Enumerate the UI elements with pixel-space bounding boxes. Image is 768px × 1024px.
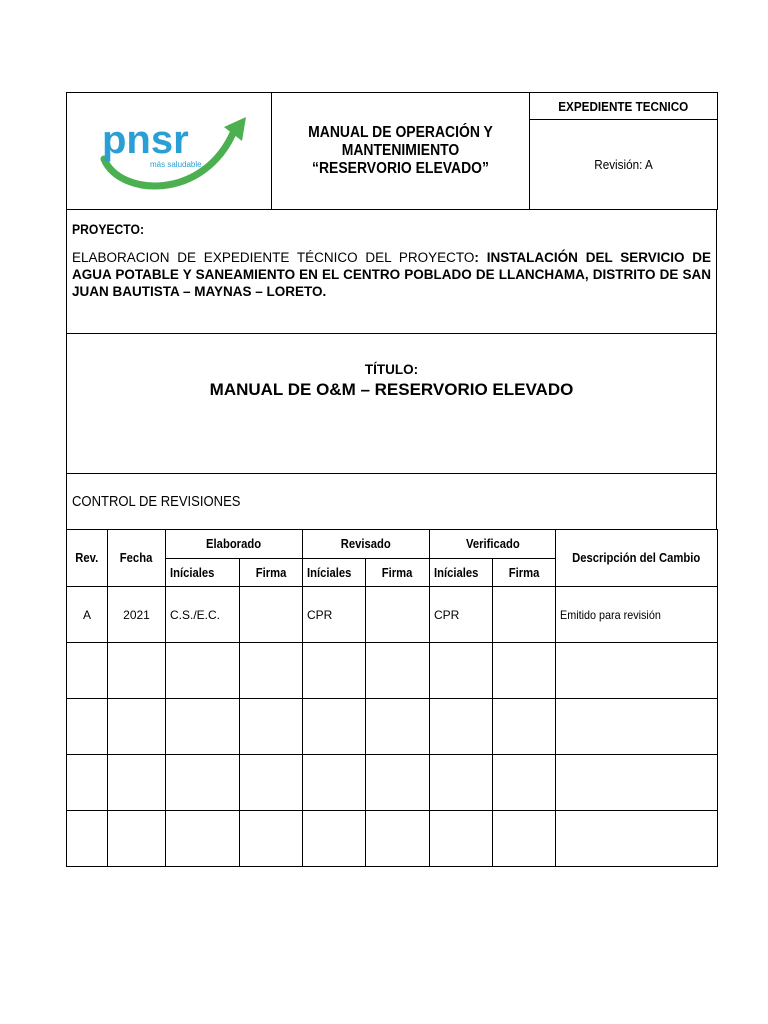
titulo-section — [67, 334, 717, 474]
cell-revisado-iniciales — [303, 811, 366, 867]
document-title-cell — [272, 93, 530, 210]
cell-revisado-firma — [366, 587, 430, 643]
subheader-verificado-iniciales: Iníciales — [430, 559, 493, 587]
cell-rev — [67, 755, 108, 811]
cell-revisado-firma — [366, 811, 430, 867]
table-row — [67, 755, 718, 811]
revisions-table — [66, 529, 718, 867]
col-header-descripcion: Descripción del Cambio — [556, 530, 718, 587]
cell-fecha — [108, 755, 166, 811]
header-table — [66, 92, 718, 210]
table-row — [67, 699, 718, 755]
project-description: ELABORACION DE EXPEDIENTE TÉCNICO DEL PROYECTO: INSTALACIÓN DEL SERVICIO DE AGUA POTABLE Y SANEAMIENTO EN EL CENTRO POBLADO DE LLANCHAMA, DISTRITO DE SAN JUAN BAUTISTA – MAYNAS – LORETO. — [72, 250, 712, 299]
col-header-elaborado: Elaborado — [166, 530, 303, 559]
cell-revisado-firma — [366, 643, 430, 699]
cell-elaborado-firma — [240, 643, 303, 699]
cell-verificado-firma — [493, 755, 556, 811]
cell-verificado-firma — [493, 699, 556, 755]
cell-descripcion — [556, 755, 718, 811]
cell-revisado-firma — [366, 699, 430, 755]
logo-cell — [67, 93, 272, 210]
table-row — [67, 587, 718, 643]
cell-rev: A — [67, 587, 108, 643]
cell-verificado-iniciales: CPR — [430, 587, 493, 643]
subheader-verificado-firma: Firma — [493, 559, 556, 587]
table-row — [67, 643, 718, 699]
cell-fecha: 2021 — [108, 587, 166, 643]
cell-fecha — [108, 699, 166, 755]
subheader-revisado-iniciales: Iníciales — [303, 559, 366, 587]
col-header-fecha: Fecha — [108, 530, 166, 587]
project-name: INSTALACIÓN DEL SERVICIO DE AGUA POTABLE Y SANEAMIENTO EN EL CENTRO POBLADO DE LLANCHAMA, DISTRITO DE SAN JUAN BAUTISTA – MAYNAS – LORETO. — [72, 250, 712, 299]
cell-fecha — [108, 811, 166, 867]
cell-descripcion — [556, 643, 718, 699]
doc-title-line-1: MANUAL DE OPERACIÓN Y — [308, 124, 493, 141]
cell-descripcion — [556, 699, 718, 755]
cell-elaborado-iniciales — [166, 811, 240, 867]
cell-revisado-iniciales — [303, 699, 366, 755]
cell-elaborado-firma — [240, 699, 303, 755]
titulo-label: TÍTULO: — [364, 362, 419, 377]
doc-title-line-2: MANTENIMIENTO — [341, 142, 460, 159]
control-revisiones-label: CONTROL DE REVISIONES — [67, 474, 717, 530]
cell-elaborado-iniciales — [166, 699, 240, 755]
expediente-label: EXPEDIENTE TECNICO — [530, 93, 718, 120]
subheader-revisado-firma: Firma — [366, 559, 430, 587]
doc-title-line-3: “RESERVORIO ELEVADO” — [312, 160, 489, 177]
logo-wordmark: pnsr — [102, 117, 189, 162]
titulo-main: MANUAL DE O&M – RESERVORIO ELEVADO — [209, 380, 574, 399]
revision-label: Revisión: A — [530, 120, 718, 210]
cell-revisado-iniciales: CPR — [303, 587, 366, 643]
subheader-elaborado-iniciales: Iníciales — [166, 559, 240, 587]
cell-verificado-iniciales — [430, 699, 493, 755]
cell-rev — [67, 811, 108, 867]
subheader-elaborado-firma: Firma — [240, 559, 303, 587]
project-intro: ELABORACION DE EXPEDIENTE TÉCNICO DEL PROYECTO — [72, 250, 475, 265]
info-table — [66, 209, 717, 530]
document-sheet — [66, 92, 717, 867]
col-header-rev: Rev. — [67, 530, 108, 587]
cell-elaborado-iniciales — [166, 643, 240, 699]
cell-revisado-iniciales — [303, 643, 366, 699]
col-header-verificado: Verificado — [430, 530, 556, 559]
cell-elaborado-firma — [240, 811, 303, 867]
cell-verificado-firma — [493, 811, 556, 867]
cell-revisado-firma — [366, 755, 430, 811]
project-label: PROYECTO: — [72, 222, 145, 237]
cell-verificado-iniciales — [430, 643, 493, 699]
cell-revisado-iniciales — [303, 755, 366, 811]
cell-elaborado-iniciales — [166, 755, 240, 811]
cell-verificado-iniciales — [430, 755, 493, 811]
cell-rev — [67, 643, 108, 699]
cell-verificado-iniciales — [430, 811, 493, 867]
cell-verificado-firma — [493, 643, 556, 699]
table-row — [67, 811, 718, 867]
col-header-revisado: Revisado — [303, 530, 430, 559]
pnsr-logo — [84, 101, 254, 197]
cell-descripcion — [556, 811, 718, 867]
cell-descripcion: Emitido para revisión — [556, 587, 718, 643]
cell-elaborado-firma — [240, 587, 303, 643]
cell-fecha — [108, 643, 166, 699]
cell-verificado-firma — [493, 587, 556, 643]
logo-tagline: más saludable — [150, 159, 202, 169]
cell-elaborado-firma — [240, 755, 303, 811]
project-section — [67, 210, 717, 334]
cell-elaborado-iniciales: C.S./E.C. — [166, 587, 240, 643]
cell-rev — [67, 699, 108, 755]
